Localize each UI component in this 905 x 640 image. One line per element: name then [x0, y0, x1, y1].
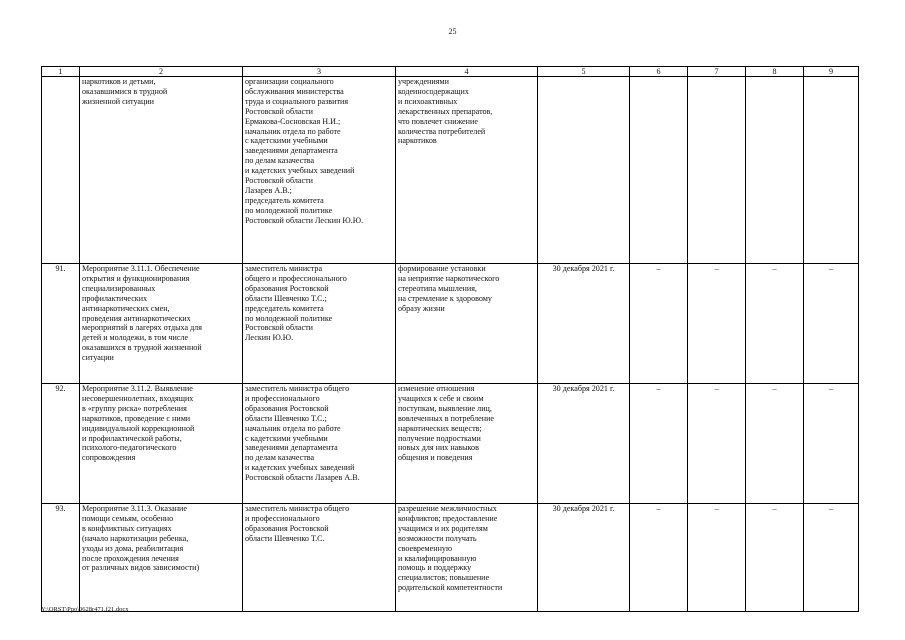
cell-text-line: уходы из дома, реабилитация	[82, 543, 184, 553]
value-cell: –	[688, 264, 746, 384]
cell-text-line: и профессионального	[245, 393, 320, 403]
cell-text-line: Ростовской области Лескин Ю.Ю.	[245, 215, 364, 225]
header-cell: 4	[396, 67, 538, 77]
cell-text-line: и психоактивных	[398, 96, 458, 106]
value-cell: –	[746, 504, 804, 612]
cell-text-line: образования Ростовской	[245, 523, 329, 533]
value-cell: –	[688, 384, 746, 504]
cell-text-line: области Шевченко Т.С.	[245, 533, 325, 543]
page-number: 25	[448, 27, 457, 36]
cell-text-line: области Шевченко Т.С.;	[245, 293, 327, 303]
responsible-cell	[243, 384, 396, 504]
cell-text-line: по делам казачества	[245, 156, 315, 166]
cell-text-line: образования Ростовской	[245, 283, 329, 293]
cell-text-line: стереотипа мышления,	[398, 283, 477, 293]
responsible-cell	[243, 77, 396, 264]
cell-text-line: возможности получать	[398, 533, 477, 543]
table-row	[42, 504, 859, 612]
value-cell	[630, 77, 688, 264]
cell-text-line: в конфликтных ситуациях	[82, 523, 172, 533]
cell-text-line: помощь и поддержку	[398, 563, 472, 573]
result-cell	[396, 77, 538, 264]
cell-text-line: и кадетских учебных заведений	[245, 166, 355, 176]
header-cell: 9	[804, 67, 859, 77]
table-row	[42, 264, 859, 384]
table-row	[42, 384, 859, 504]
cell-text-line: от различных видов зависимости)	[82, 563, 200, 573]
cell-text-line: кодеиносодержащих	[398, 86, 469, 96]
cell-text-line: специалистов; повышение	[398, 573, 490, 583]
cell-text-line: (начало наркотизации ребенка,	[82, 533, 189, 543]
table-row	[42, 77, 859, 264]
value-cell: –	[630, 264, 688, 384]
header-cell: 3	[243, 67, 396, 77]
cell-text-line: наркотиков и детьми,	[82, 77, 156, 86]
deadline-cell	[538, 77, 630, 264]
cell-text-line: на неприятие наркотического	[398, 273, 500, 283]
cell-text-line: сопровождения	[82, 453, 136, 463]
cell-text-line: разрешение межличностных	[398, 504, 497, 513]
value-cell: –	[804, 504, 859, 612]
cell-text-line: председатель комитета	[245, 303, 324, 313]
cell-text-line: антинаркотических смен,	[82, 303, 170, 313]
header-cell: 2	[80, 67, 243, 77]
cell-text-line: учащихся к себе и своим	[398, 393, 484, 403]
cell-text-line: обслуживания министерства	[245, 86, 344, 96]
cell-text-line: начальник отдела по работе	[245, 423, 341, 433]
cell-text-line: индивидуальной коррекционной	[82, 423, 195, 433]
value-cell: –	[804, 264, 859, 384]
activity-cell	[80, 384, 243, 504]
value-cell: –	[746, 264, 804, 384]
cell-text-line: лекарственных препаратов,	[398, 106, 493, 116]
cell-text-line: формирование установки	[398, 264, 486, 273]
cell-text-line: помощи семьям, особенно	[82, 513, 174, 523]
cell-text-line: образу жизни	[398, 303, 445, 313]
program-table	[41, 66, 859, 612]
cell-text-line: Ростовской области	[245, 106, 313, 116]
cell-text-line: начальник отдела по работе	[245, 126, 341, 136]
cell-text-line: заместитель министра общего	[245, 504, 350, 513]
column-number-header	[42, 67, 859, 77]
cell-text-line: после прохождения лечения	[82, 553, 179, 563]
value-cell: –	[746, 384, 804, 504]
cell-text-line: поступкам, выявление лиц,	[398, 403, 492, 413]
value-cell: –	[688, 504, 746, 612]
cell-text-line: заведениями департамента	[245, 146, 338, 156]
cell-text-line: заведениями департамента	[245, 443, 338, 453]
cell-text-line: Ростовской области	[245, 323, 313, 333]
cell-text-line: оказавшимися в трудной	[82, 86, 168, 96]
file-path-footer: Y:\ORST\Ppo\0628r471.f21.docx	[41, 606, 129, 613]
result-cell	[396, 384, 538, 504]
cell-text-line: и профессионального	[245, 513, 320, 523]
cell-text-line: оказавшихся в трудной жизненной	[82, 343, 202, 353]
cell-text-line: заместитель министра общего	[245, 384, 350, 393]
cell-text-line: открытия и функционирования	[82, 273, 190, 283]
row-number: 91.	[42, 264, 80, 384]
cell-text-line: и профилактической работы,	[82, 433, 182, 443]
cell-text-line: Ростовской области Лазарев А.В.	[245, 473, 360, 483]
cell-text-line: мероприятий в лагерях отдыха для	[82, 323, 202, 333]
cell-text-line: новых для них навыков	[398, 443, 479, 453]
cell-text-line: Лескин Ю.Ю.	[245, 333, 294, 343]
cell-text-line: ситуации	[82, 353, 114, 363]
cell-text-line: учреждениями	[398, 77, 449, 86]
result-cell	[396, 504, 538, 612]
header-cell: 8	[746, 67, 804, 77]
cell-text-line: и квалифицированную	[398, 553, 477, 563]
cell-text-line: и кадетских учебных заведений	[245, 463, 355, 473]
row-number	[42, 77, 80, 264]
activity-cell	[80, 77, 243, 264]
cell-text-line: общения и поведения	[398, 453, 473, 463]
cell-text-line: количества потребителей	[398, 126, 486, 136]
cell-text-line: общего и профессионального	[245, 273, 347, 283]
cell-text-line: с кадетскими учебными	[245, 433, 328, 443]
cell-text-line: с кадетскими учебными	[245, 136, 328, 146]
cell-text-line: Ермакова-Сосновская Н.И.;	[245, 116, 341, 126]
cell-text-line: конфликтов; предоставление	[398, 513, 498, 523]
value-cell	[804, 77, 859, 264]
value-cell: –	[630, 384, 688, 504]
cell-text-line: по молодежной политике	[245, 313, 333, 323]
cell-text-line: проведения антинаркотических	[82, 313, 191, 323]
deadline-cell: 30 декабря 2021 г.	[538, 264, 630, 384]
cell-text-line: Лазарев А.В.;	[245, 185, 292, 195]
cell-text-line: Мероприятие 3.11.1. Обеспечение	[82, 264, 200, 273]
cell-text-line: вовлеченных в потребление	[398, 413, 494, 423]
cell-text-line: организации социального	[245, 77, 334, 86]
header-cell: 5	[538, 67, 630, 77]
cell-text-line: в «группу риска» потребления	[82, 403, 187, 413]
cell-text-line: специализированных	[82, 283, 156, 293]
row-number: 93.	[42, 504, 80, 612]
cell-text-line: наркотиков	[398, 136, 437, 146]
header-cell: 1	[42, 67, 80, 77]
row-number: 92.	[42, 384, 80, 504]
header-cell: 6	[630, 67, 688, 77]
cell-text-line: своевременную	[398, 543, 453, 553]
cell-text-line: родительской компетентности	[398, 583, 503, 593]
cell-text-line: Мероприятие 3.11.3. Оказание	[82, 504, 187, 513]
cell-text-line: что повлечет снижение	[398, 116, 478, 126]
activity-cell	[80, 264, 243, 384]
cell-text-line: изменение отношения	[398, 384, 475, 393]
cell-text-line: Ростовской области	[245, 176, 313, 186]
cell-text-line: Мероприятие 3.11.2. Выявление	[82, 384, 193, 393]
responsible-cell	[243, 504, 396, 612]
cell-text-line: заместитель министра	[245, 264, 323, 273]
header-cell: 7	[688, 67, 746, 77]
cell-text-line: получение подростками	[398, 433, 481, 443]
cell-text-line: жизненной ситуации	[82, 96, 154, 106]
cell-text-line: по молодежной политике	[245, 205, 333, 215]
value-cell	[688, 77, 746, 264]
activity-cell	[80, 504, 243, 612]
value-cell: –	[804, 384, 859, 504]
cell-text-line: профилактических	[82, 293, 148, 303]
deadline-cell: 30 декабря 2021 г.	[538, 504, 630, 612]
cell-text-line: по делам казачества	[245, 453, 315, 463]
cell-text-line: учащимся и их родителям	[398, 523, 488, 533]
cell-text-line: наркотических веществ;	[398, 423, 482, 433]
cell-text-line: области Шевченко Т.С.;	[245, 413, 327, 423]
value-cell	[746, 77, 804, 264]
cell-text-line: на стремление к здоровому	[398, 293, 492, 303]
cell-text-line: председатель комитета	[245, 195, 324, 205]
cell-text-line: образования Ростовской	[245, 403, 329, 413]
result-cell	[396, 264, 538, 384]
responsible-cell	[243, 264, 396, 384]
cell-text-line: наркотиков, проведение с ними	[82, 413, 191, 423]
value-cell: –	[630, 504, 688, 612]
deadline-cell: 30 декабря 2021 г.	[538, 384, 630, 504]
cell-text-line: несовершеннолетних, входящих	[82, 393, 194, 403]
cell-text-line: труда и социального развития	[245, 96, 349, 106]
cell-text-line: детей и молодежи, в том числе	[82, 333, 189, 343]
cell-text-line: психолого-педагогического	[82, 443, 177, 453]
